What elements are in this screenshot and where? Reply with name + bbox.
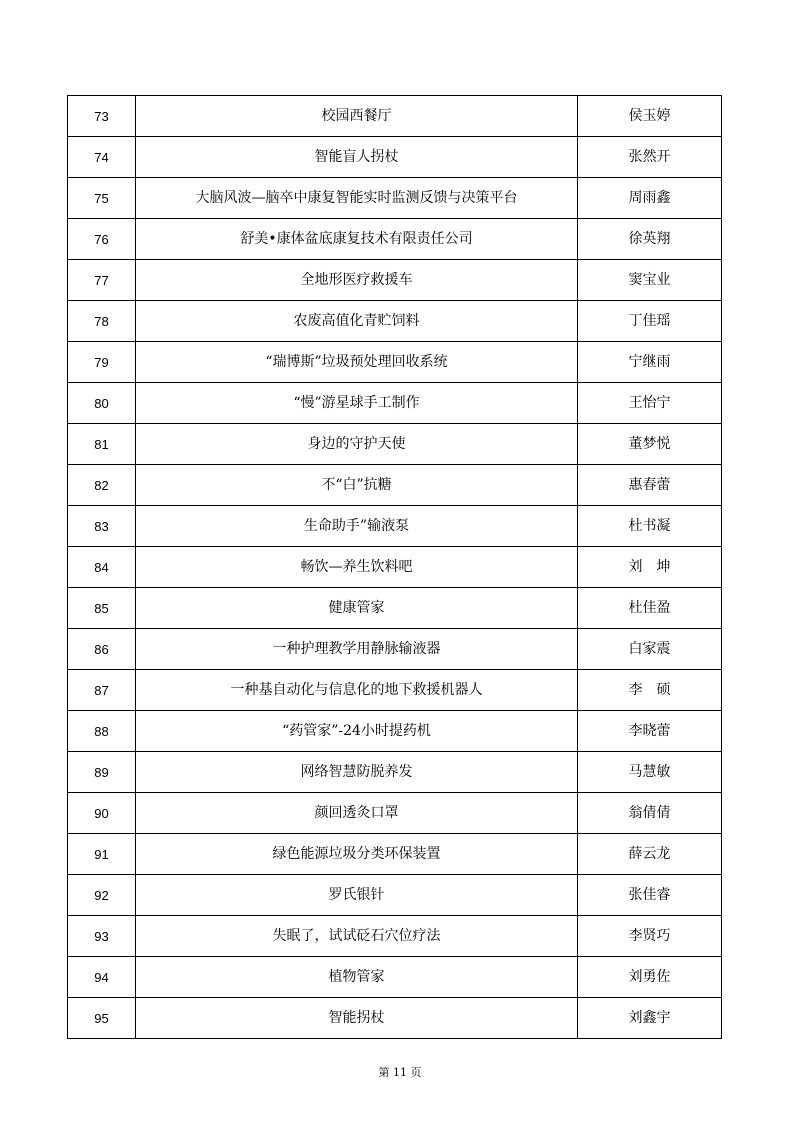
person-name-cell: 刘 坤: [578, 547, 722, 588]
person-name-cell: 窦宝业: [578, 260, 722, 301]
person-name-cell: 徐英翔: [578, 219, 722, 260]
table-row: [68, 301, 722, 342]
project-table: [67, 95, 722, 1039]
row-number-cell: 78: [68, 301, 136, 342]
row-number-cell: 86: [68, 629, 136, 670]
table-row: [68, 260, 722, 301]
row-number-cell: 76: [68, 219, 136, 260]
table-row: [68, 834, 722, 875]
project-name-cell: “药管家”-24小时提药机: [136, 711, 578, 752]
person-name-cell: 惠春蕾: [578, 465, 722, 506]
project-name-cell: 生命助手”输液泵: [136, 506, 578, 547]
project-name-cell: 大脑风波—脑卒中康复智能实时监测反馈与决策平台: [136, 178, 578, 219]
table-row: [68, 875, 722, 916]
row-number-cell: 91: [68, 834, 136, 875]
project-name-cell: 农废高值化青贮饲料: [136, 301, 578, 342]
project-name-cell: 畅饮—养生饮料吧: [136, 547, 578, 588]
project-name-cell: 绿色能源垃圾分类环保装置: [136, 834, 578, 875]
project-name-cell: 校园西餐厅: [136, 96, 578, 137]
project-name-cell: 身边的守护天使: [136, 424, 578, 465]
project-name-cell: 网络智慧防脱养发: [136, 752, 578, 793]
project-name-cell: 健康管家: [136, 588, 578, 629]
project-name-cell: 植物管家: [136, 957, 578, 998]
table-row: [68, 998, 722, 1039]
person-name-cell: 宁继雨: [578, 342, 722, 383]
row-number-cell: 90: [68, 793, 136, 834]
table-row: [68, 424, 722, 465]
table-row: [68, 137, 722, 178]
person-name-cell: 李贤巧: [578, 916, 722, 957]
row-number-cell: 75: [68, 178, 136, 219]
project-name-cell: 一种基自动化与信息化的地下救援机器人: [136, 670, 578, 711]
table-row: [68, 178, 722, 219]
table-row: [68, 629, 722, 670]
row-number-cell: 77: [68, 260, 136, 301]
project-name-cell: 失眠了，试试砭石穴位疗法: [136, 916, 578, 957]
row-number-cell: 85: [68, 588, 136, 629]
row-number-cell: 82: [68, 465, 136, 506]
row-number-cell: 84: [68, 547, 136, 588]
person-name-cell: 侯玉婷: [578, 96, 722, 137]
table-row: [68, 465, 722, 506]
row-number-cell: 80: [68, 383, 136, 424]
person-name-cell: 李晓蕾: [578, 711, 722, 752]
row-number-cell: 73: [68, 96, 136, 137]
row-number-cell: 87: [68, 670, 136, 711]
person-name-cell: 杜佳盈: [578, 588, 722, 629]
person-name-cell: 薛云龙: [578, 834, 722, 875]
project-name-cell: 智能盲人拐杖: [136, 137, 578, 178]
row-number-cell: 74: [68, 137, 136, 178]
project-name-cell: 罗氏银针: [136, 875, 578, 916]
row-number-cell: 93: [68, 916, 136, 957]
row-number-cell: 94: [68, 957, 136, 998]
person-name-cell: 翁倩倩: [578, 793, 722, 834]
person-name-cell: 董梦悦: [578, 424, 722, 465]
person-name-cell: 张然开: [578, 137, 722, 178]
table-row: [68, 916, 722, 957]
table-row: [68, 670, 722, 711]
project-name-cell: 一种护理教学用静脉输液器: [136, 629, 578, 670]
row-number-cell: 89: [68, 752, 136, 793]
table-row: [68, 588, 722, 629]
person-name-cell: 刘鑫宇: [578, 998, 722, 1039]
project-name-cell: 智能拐杖: [136, 998, 578, 1039]
person-name-cell: 白家震: [578, 629, 722, 670]
person-name-cell: 王怡宁: [578, 383, 722, 424]
project-table-body: [68, 96, 722, 1039]
row-number-cell: 92: [68, 875, 136, 916]
table-row: [68, 957, 722, 998]
page-number: 第 11 页: [378, 1066, 422, 1079]
table-row: [68, 752, 722, 793]
table-row: [68, 383, 722, 424]
person-name-cell: 李 硕: [578, 670, 722, 711]
table-row: [68, 219, 722, 260]
project-name-cell: 舒美•康体盆底康复技术有限责任公司: [136, 219, 578, 260]
table-row: [68, 711, 722, 752]
project-name-cell: 颜回透灸口罩: [136, 793, 578, 834]
person-name-cell: 张佳睿: [578, 875, 722, 916]
project-name-cell: “慢”游星球手工制作: [136, 383, 578, 424]
row-number-cell: 81: [68, 424, 136, 465]
person-name-cell: 丁佳瑶: [578, 301, 722, 342]
person-name-cell: 马慧敏: [578, 752, 722, 793]
person-name-cell: 杜书凝: [578, 506, 722, 547]
table-row: [68, 506, 722, 547]
row-number-cell: 95: [68, 998, 136, 1039]
project-name-cell: 全地形医疗救援车: [136, 260, 578, 301]
row-number-cell: 88: [68, 711, 136, 752]
table-row: [68, 547, 722, 588]
person-name-cell: 周雨鑫: [578, 178, 722, 219]
project-name-cell: “瑞博斯”垃圾预处理回收系统: [136, 342, 578, 383]
row-number-cell: 83: [68, 506, 136, 547]
table-row: [68, 793, 722, 834]
person-name-cell: 刘勇佐: [578, 957, 722, 998]
table-row: [68, 342, 722, 383]
table-row: [68, 96, 722, 137]
project-name-cell: 不“白”抗糖: [136, 465, 578, 506]
row-number-cell: 79: [68, 342, 136, 383]
